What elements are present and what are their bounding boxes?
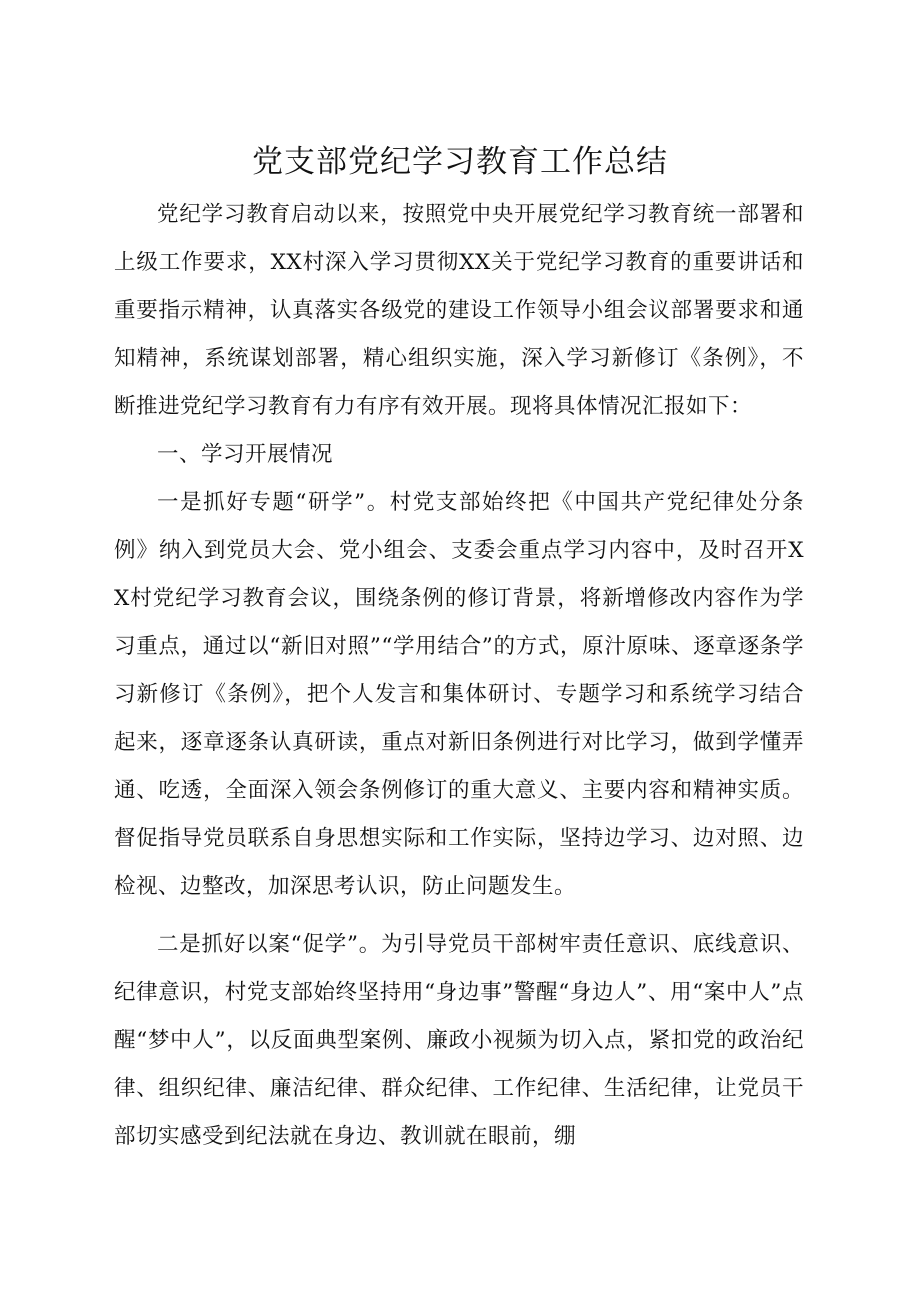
document-title: 党支部党纪学习教育工作总结 (252, 144, 668, 180)
section-heading-1: 一、学习开展情况 (157, 442, 334, 467)
paragraph-case-study: 二是抓好以案“促学”。为引导党员干部树牢责任意识、底线意识、纪律意识，村党支部始终坚持用“身边事”警醒“身边人”、用“案中人”点醒“梦中人”，以反面典型案例、廉政小视频为切入点，紧扣党的政治纪律、组织纪律、廉洁纪律、群众纪律、工作纪律、生活纪律，让党员干部切实感受到纪法就在身边、教训就在眼前，绷 (114, 932, 804, 1149)
intro-paragraph: 党纪学习教育启动以来，按照党中央开展党纪学习教育统一部署和上级工作要求，XX村深入学习贯彻XX关于党纪学习教育的重要讲话和重要指示精神，认真落实各级党的建设工作领导小组会议部署要求和通知精神，系统谋划部署，精心组织实施，深入学习新修订《条例》，不断推进党纪学习教育有力有序有效开展。现将具体情况汇报如下： (114, 202, 804, 419)
document-body (114, 191, 804, 1161)
paragraph-study-research: 一是抓好专题“研学”。村党支部始终把《中国共产党纪律处分条例》纳入到党员大会、党小组会、支委会重点学习内容中，及时召开XX村党纪学习教育会议，围绕条例的修订背景，将新增修改内容作为学习重点，通过以“新旧对照”“学用结合”的方式，原汁原味、逐章逐条学习新修订《条例》，把个人发言和集体研讨、专题学习和系统学习结合起来，逐章逐条认真研读，重点对新旧条例进行对比学习，做到学懂弄通、吃透，全面深入领会条例修订的重大意义、主要内容和精神实质。督促指导党员联系自身思想实际和工作实际，坚持边学习、边对照、边检视、边整改，加深思考认识，防止问题发生。 (114, 490, 804, 899)
